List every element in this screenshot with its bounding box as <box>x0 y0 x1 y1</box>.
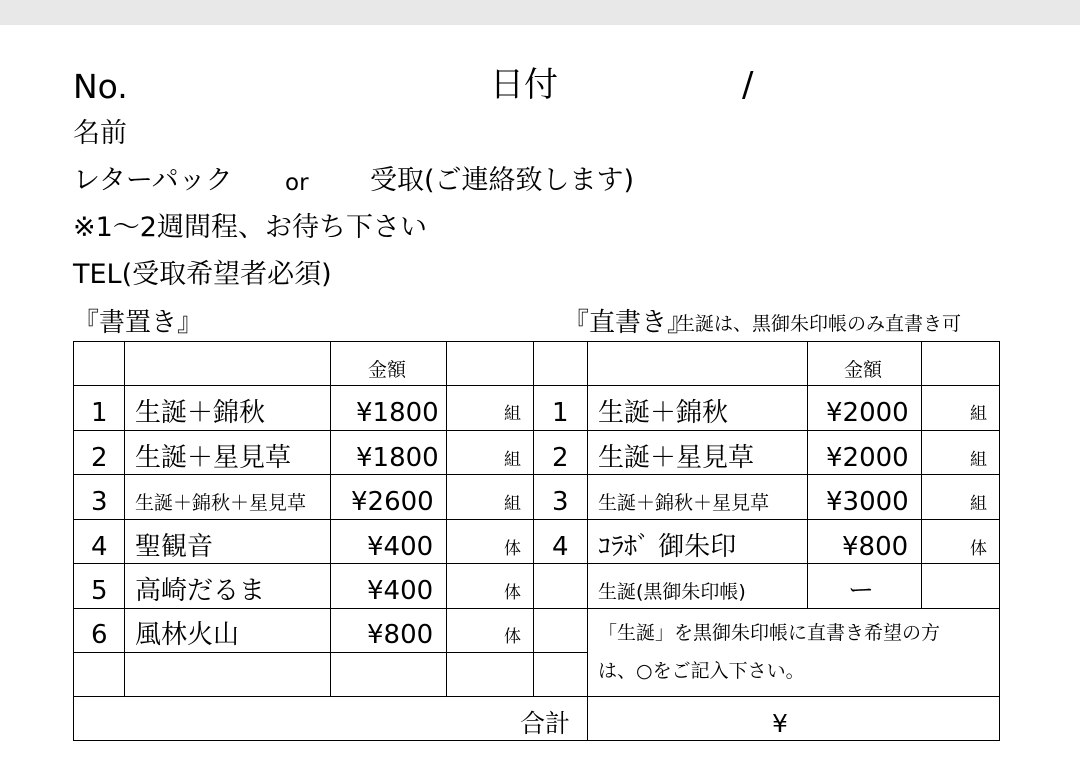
right-row-price: ¥2000 <box>826 443 909 473</box>
right-row-price: ¥2000 <box>826 398 909 428</box>
right-row-unit: 体 <box>970 539 987 559</box>
section-title-kakioki: 『書置き』 <box>73 308 204 338</box>
name-label: 名前 <box>73 118 127 149</box>
memo-line-1: 「生誕」を黒御朱印帳に直書き希望の方 <box>598 622 941 644</box>
left-row-number: 5 <box>91 576 108 606</box>
total-label: 合計 <box>520 709 571 738</box>
amount-header-left: 金額 <box>368 359 407 381</box>
right-row-unit: 組 <box>970 404 987 424</box>
right-row-unit: 組 <box>970 494 987 514</box>
left-row-item-name: 生誕＋錦秋 <box>135 398 266 428</box>
delivery-or-text: or <box>285 170 309 196</box>
left-row-price: ¥400 <box>367 532 434 562</box>
delivery-option-pickup: 受取(ご連絡致します) <box>370 165 635 196</box>
right-row-item-name: ｺﾗﾎﾞ 御朱印 <box>598 532 737 562</box>
left-row-number: 2 <box>91 443 108 473</box>
right-row-number: 1 <box>552 398 569 428</box>
order-number-label: No. <box>73 67 128 106</box>
left-row-item-name: 生誕＋星見草 <box>135 443 292 473</box>
left-row-number: 4 <box>91 532 108 562</box>
delivery-option-letterpack: レターパック <box>73 165 233 196</box>
left-row-item-name: 高崎だるま <box>135 576 266 606</box>
left-row-unit: 体 <box>504 627 521 647</box>
left-row-unit: 体 <box>504 583 521 603</box>
amount-header-right: 金額 <box>844 359 883 381</box>
memo-line-2: は、○をご記入下さい。 <box>598 660 805 682</box>
right-row-number: 3 <box>552 487 569 517</box>
wait-time-note: ※1〜2週間程、お待ち下さい <box>73 212 427 243</box>
right-row-price: ¥3000 <box>826 487 909 517</box>
right-row-price: ¥800 <box>842 532 909 562</box>
left-row-price: ¥400 <box>367 576 434 606</box>
right-row-item-name: 生誕＋星見草 <box>598 443 755 473</box>
left-row-number: 3 <box>91 487 108 517</box>
left-row-unit: 組 <box>504 450 521 470</box>
tel-label: TEL(受取希望者必須) <box>73 259 332 290</box>
left-row-price: ¥800 <box>367 620 434 650</box>
left-row-item-name: 風林火山 <box>135 620 240 650</box>
right-row-number: 4 <box>552 532 569 562</box>
section-title-jikagaki: 『直書き』 <box>563 308 694 338</box>
left-row-unit: 組 <box>504 494 521 514</box>
right-row-unit: 組 <box>970 450 987 470</box>
section-note-jikagaki: 生誕は、黒御朱印帳のみ直書き可 <box>676 313 962 335</box>
left-row-price: ¥2600 <box>351 487 434 517</box>
left-row-item-name: 生誕＋錦秋＋星見草 <box>135 492 307 514</box>
left-row-item-name: 聖観音 <box>135 532 214 562</box>
right-row-item-name: 生誕＋錦秋 <box>598 398 729 428</box>
left-row-number: 1 <box>91 398 108 428</box>
date-label: 日付 <box>490 65 558 105</box>
right-row-number: 2 <box>552 443 569 473</box>
total-currency: ¥ <box>772 709 788 738</box>
right-row-item-name: 生誕(黒御朱印帳) <box>598 581 746 603</box>
left-row-price: ¥1800 <box>356 443 439 473</box>
left-row-price: ¥1800 <box>356 398 439 428</box>
date-separator: / <box>742 65 754 105</box>
left-row-unit: 組 <box>504 404 521 424</box>
right-row-price: ー <box>848 576 875 606</box>
left-row-number: 6 <box>91 620 108 650</box>
left-row-unit: 体 <box>504 539 521 559</box>
right-row-item-name: 生誕＋錦秋＋星見草 <box>598 492 770 514</box>
